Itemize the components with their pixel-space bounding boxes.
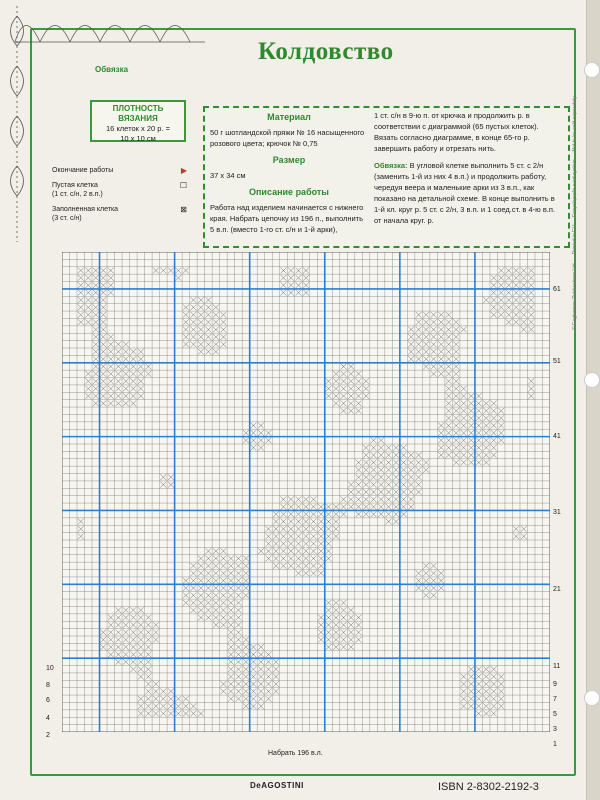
row-number: 11 (553, 663, 561, 670)
edging-heading: Обвязка: (374, 161, 408, 170)
legend-item-filled (52, 205, 187, 223)
legend-label: Заполненная клетка (52, 206, 119, 213)
page-title: Колдовство (258, 38, 394, 65)
row-number: 3 (553, 726, 557, 733)
row-number: 2 (46, 732, 50, 739)
end-marker-icon: ▶ (180, 166, 187, 175)
materials-text: 50 г шотландской пряжи № 16 насыщенного розового цвета; крючок № 0,75 (210, 128, 365, 148)
legend-label: Пустая клетка (52, 182, 98, 189)
legend-item-empty (52, 181, 187, 199)
lace-edging-illustration (10, 4, 210, 44)
row-number: 10 (46, 665, 54, 672)
row-number: 51 (553, 358, 561, 365)
corner-edging-diagram (2, 6, 32, 242)
instructions-column-2 (374, 110, 562, 232)
edging-paragraph (374, 160, 562, 226)
punch-hole (584, 62, 600, 78)
row-number: 41 (553, 433, 561, 440)
side-copyright: © Eaglemoss Publications Ltd. — Printed in EU — Encyclopedic card system — Not to be sold separately (572, 96, 578, 330)
filet-chart (62, 252, 550, 732)
legend-sub: (1 ст. с/н, 2 в.п.) (52, 191, 103, 198)
cast-on-note: Набрать 196 в.л. (268, 750, 323, 757)
row-number: 21 (553, 586, 561, 593)
size-text: 37 x 34 см (210, 171, 246, 180)
row-number: 5 (553, 711, 557, 718)
gauge-box (90, 100, 186, 142)
row-number: 6 (46, 697, 50, 704)
row-number: 61 (553, 286, 561, 293)
instructions-column-1 (210, 110, 368, 241)
empty-square-icon: ☐ (179, 181, 187, 190)
row-number: 4 (46, 715, 50, 722)
gauge-line-1: 16 клеток x 20 р. = (106, 124, 170, 133)
size-heading: Размер (272, 155, 306, 165)
edging-text: В угловой клетке выполнить 5 ст. с 2/н (заменить 1-й из них 4 в.п.) и продолжить работу, чередуя веера и маленькие арки из 3 в.п., как показано на детальной схеме. В конце выполнить в 1-й кл. круг р. 5 ст. с 2/н, 3 в.п. и 1 соед.ст. в 4-ю в.п. от начала круг. р. (374, 161, 556, 225)
gauge-heading: ПЛОТНОСТЬ ВЯЗАНИЯ (112, 104, 164, 123)
row-number: 31 (553, 509, 561, 516)
row-number: 8 (46, 682, 50, 689)
gauge-line-2: 10 x 10 см (120, 134, 156, 143)
edging-label: Обвязка (95, 65, 129, 74)
description-heading: Описание работы (249, 187, 329, 197)
row-number: 7 (553, 696, 557, 703)
row-number: 9 (553, 681, 557, 688)
publisher-logo: DeAGOSTINI (250, 781, 304, 790)
legend-sub: (3 ст. с/н) (52, 215, 82, 222)
legend-label: Окончание работы (52, 167, 114, 174)
legend (52, 166, 187, 229)
punch-hole (584, 690, 600, 706)
punch-hole (584, 372, 600, 388)
materials-heading: Материал (267, 112, 311, 122)
row-number: 1 (553, 741, 557, 748)
isbn: ISBN 2-8302-2192-3 (438, 781, 539, 793)
legend-item-end (52, 166, 187, 175)
description-text: Работа над изделием начинается с нижнего края. Набрать цепочку из 196 п., выполнить 5 в.п. (вместо 1-го ст. с/н и 1-й арки), (210, 203, 364, 234)
continuation-text: 1 ст. с/н в 9-ю п. от крючка и продолжить р. в соответствии с диаграммой (65 пустых клеток). Вязать согласно диаграмме, в конце 65-го р. завершить работу и отрезать нить. (374, 111, 539, 153)
filled-square-icon: ⊠ (180, 205, 187, 214)
